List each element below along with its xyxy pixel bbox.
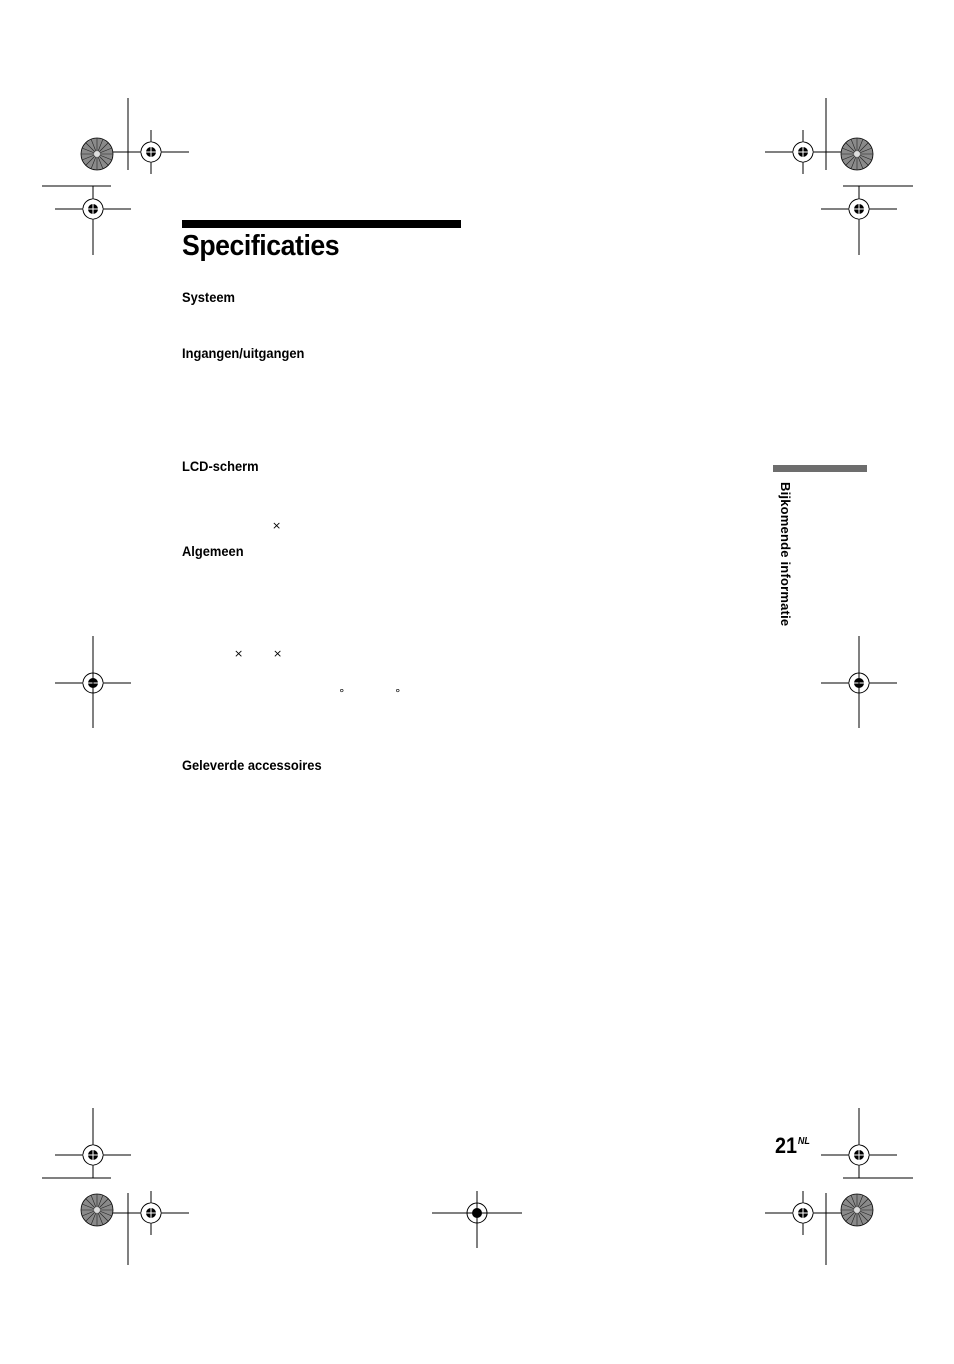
page-number-value: 21 [775,1133,798,1158]
registration-target-icon [81,1194,113,1226]
section-heading-systeem: Systeem [182,289,235,305]
section-heading-algemeen: Algemeen [182,543,244,559]
page-number [775,1133,810,1159]
crosshair-icon [821,187,897,231]
crosshair-icon [821,1133,897,1177]
times-symbol: × [272,519,282,532]
section-heading-accessoires: Geleverde accessoires [182,757,322,773]
crosshair-icon [55,1133,131,1177]
registration-target-icon [841,138,873,170]
crosshair-icon [113,130,189,174]
side-tab-bar [773,465,867,472]
degree-symbol: ° [395,687,401,700]
crop-mark-top-right [826,98,913,255]
crosshair-icon [765,1191,841,1235]
section-heading-ingangen: Ingangen/uitgangen [182,345,305,361]
crop-mark-bottom-left [42,1108,128,1265]
crosshair-icon [55,187,131,231]
page-number-suffix: NL [797,1136,810,1147]
crop-mark-bottom-right [826,1108,913,1265]
section-heading-lcd: LCD-scherm [182,458,259,474]
degree-symbol: ° [339,687,345,700]
crosshair-icon [765,130,841,174]
side-tab-label: Bijkomende informatie [778,482,793,627]
times-symbol: × [273,647,283,660]
page-title: Specificaties [182,230,340,262]
registration-target-icon [841,1194,873,1226]
times-symbol: × [234,647,244,660]
crop-mark-top-left [42,98,128,255]
crosshair-icon [113,1191,189,1235]
registration-target-icon [81,138,113,170]
title-rule [182,220,461,228]
